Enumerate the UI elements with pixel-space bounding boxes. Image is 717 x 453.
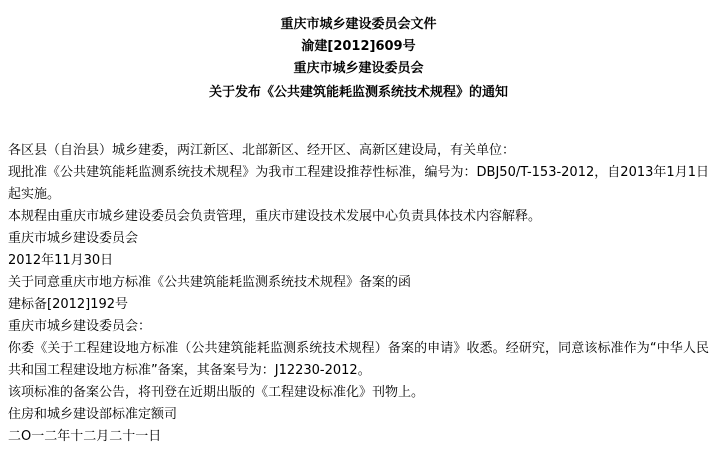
paragraph-addressees: 各区县（自治县）城乡建委，两江新区、北部新区、经开区、高新区建设局，有关单位： — [8, 143, 516, 158]
paragraph-management: 本规程由重庆市城乡建设委员会负责管理，重庆市建设技术发展中心负责具体技术内容解释。 — [8, 209, 542, 224]
header-line-3: 重庆市城乡建设委员会 — [293, 61, 424, 76]
paragraph-second-number: 建标备[2012]192号 — [8, 297, 129, 312]
document-header — [8, 14, 709, 80]
paragraph-record-notice: 该项标准的备案公告，将刊登在近期出版的《工程建设标准化》刊物上。 — [8, 385, 425, 400]
header-line-1: 重庆市城乡建设委员会文件 — [280, 17, 437, 32]
paragraph-issuer-2: 住房和城乡建设部标准定额司 — [8, 407, 178, 422]
paragraph-record-approval: 你委《关于工程建设地方标准（公共建筑能耗监测系统技术规程）备案的申请》收悉。经研究，同意该标准作为“中华人民共和国工程建设地方标准”备案，其备案号为：J12230-2012。 — [8, 341, 709, 378]
paragraph-date-2: 二О一二年十二月二十一日 — [8, 429, 162, 444]
paragraph-second-addressee: 重庆市城乡建设委员会： — [8, 319, 152, 334]
document-body — [8, 140, 709, 448]
paragraph-approval: 现批准《公共建筑能耗监测系统技术规程》为我市工程建设推荐性标准，编号为：DBJ50/T-153-2012，自2013年1月1日起实施。 — [8, 165, 709, 202]
header-line-2: 渝建[2012]609号 — [301, 39, 416, 54]
document-subject: 关于发布《公共建筑能耗监测系统技术规程》的通知 — [208, 85, 508, 100]
paragraph-issuer-1: 重庆市城乡建设委员会 — [8, 231, 139, 246]
paragraph-date-1: 2012年11月30日 — [8, 253, 114, 268]
paragraph-second-title: 关于同意重庆市地方标准《公共建筑能耗监测系统技术规程》备案的函 — [8, 275, 412, 290]
